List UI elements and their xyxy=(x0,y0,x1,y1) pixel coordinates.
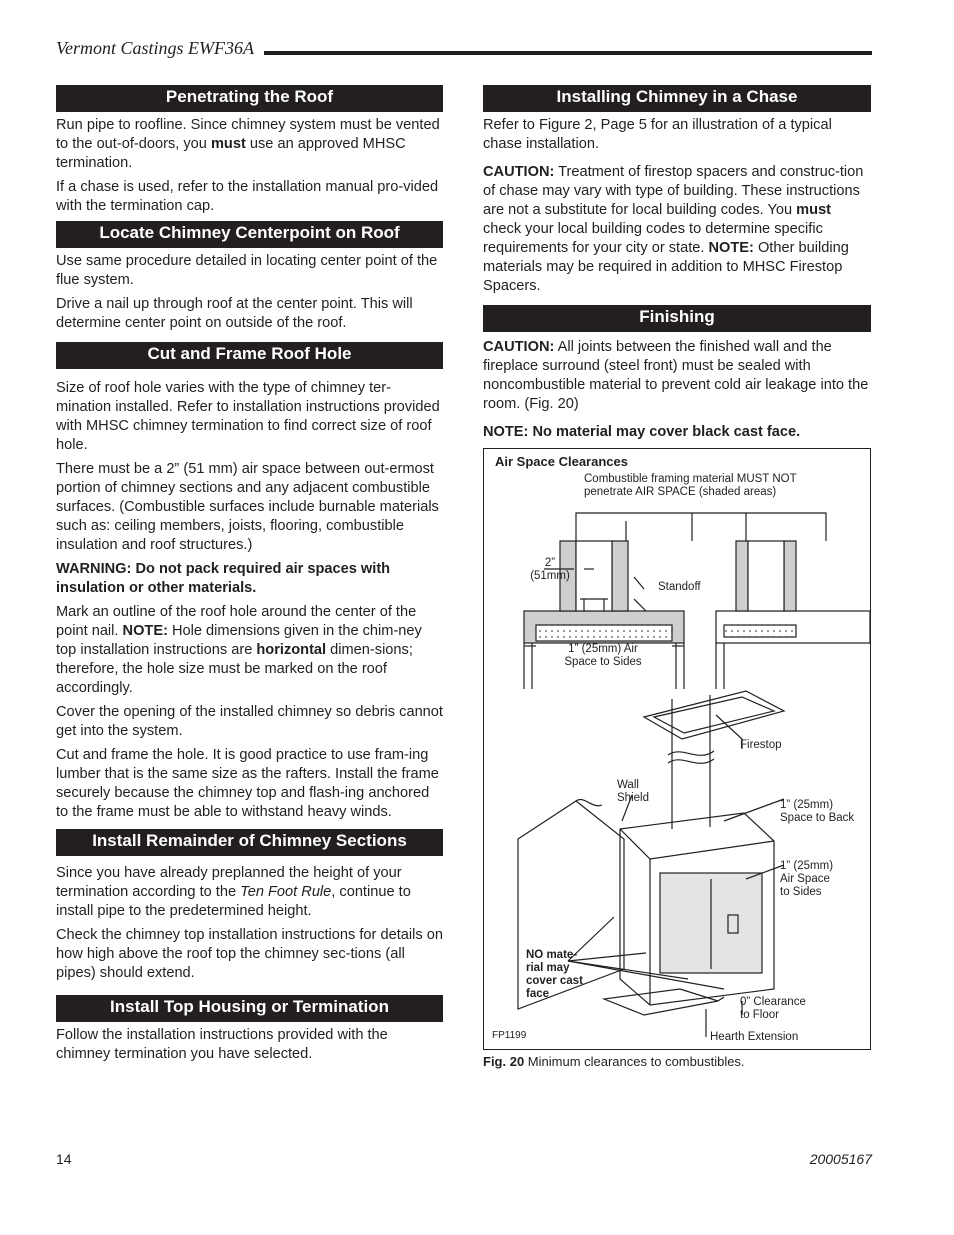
header-rule xyxy=(264,51,872,55)
paragraph: Use same procedure detailed in locating center point of the flue system. xyxy=(56,253,438,288)
section-heading-cut-frame-hole: Cut and Frame Roof Hole xyxy=(56,342,443,369)
paragraph: Cut and frame the hole. It is good practice to use fram-ing lumber that is the same size as the rafters. Install the frame securely because the chimney top and flash-ing anchored to the frame must be able to withstand heavy winds. xyxy=(56,747,439,820)
paragraph: Cover the opening of the installed chimney so debris cannot get into the system. xyxy=(56,704,443,739)
label-two-inch: 2” (51mm) xyxy=(530,557,570,582)
paragraph: Size of roof hole varies with the type of chimney ter-mination installed. Refer to installation instructions provided with MHSC chimney termination to find correct size of roof hole. xyxy=(56,380,440,453)
label-air-space-sides: 1” (25mm) Air Space to Sides xyxy=(564,643,642,668)
paragraph: Check the chimney top installation instructions for details on how high above the roof top the chimney sec-tions (all pipes) should extend. xyxy=(56,927,443,981)
paragraph: If a chase is used, refer to the installation manual pro-vided with the termination cap. xyxy=(56,179,439,214)
section-heading-install-top-housing: Install Top Housing or Termination xyxy=(56,995,443,1022)
label-wall-shield: Wall Shield xyxy=(617,779,649,804)
figure-air-space-clearances xyxy=(483,448,871,1050)
label-air-space-sides-2: 1” (25mm) Air Space to Sides xyxy=(780,860,834,898)
paragraph: Run pipe to roofline. Since chimney system must be vented to the out-of-doors, you must use an approved MHSC termination. xyxy=(56,117,440,171)
section-heading-install-remainder: Install Remainder of Chimney Sections xyxy=(56,829,443,856)
right-column xyxy=(483,85,871,1069)
label-clearance-floor: 0” Clearance to Floor xyxy=(740,996,806,1021)
label-space-back: 1” (25mm) Space to Back xyxy=(780,799,855,824)
paragraph: Refer to Figure 2, Page 5 for an illustration of a typical chase installation. xyxy=(483,117,832,152)
warning-paragraph: WARNING: Do not pack required air spaces with insulation or other materials. xyxy=(56,561,391,596)
section-heading-finishing: Finishing xyxy=(483,305,871,332)
paragraph: Follow the installation instructions provided with the chimney termination you have selected. xyxy=(56,1027,388,1062)
label-firestop: Firestop xyxy=(740,739,782,751)
figure-caption: Fig. 20 Minimum clearances to combustibles. xyxy=(483,1054,745,1069)
header-title: Vermont Castings EWF36A xyxy=(56,38,254,58)
figure-title: Air Space Clearances xyxy=(495,454,628,469)
note-paragraph: NOTE: No material may cover black cast face. xyxy=(483,424,801,440)
page-number: 14 xyxy=(56,1151,72,1167)
document-number: 20005167 xyxy=(809,1151,872,1167)
section-heading-locate-centerpoint: Locate Chimney Centerpoint on Roof xyxy=(56,221,443,248)
figure-note: Combustible framing material MUST NOT penetrate AIR SPACE (shaded areas) xyxy=(584,473,797,498)
label-hearth-extension: Hearth Extension xyxy=(710,1031,799,1043)
paragraph: There must be a 2” (51 mm) air space between out-ermost portion of chimney sections and any adjacent combustible surfaces. (Combustible surfaces include burnable materials such as: ceiling members, joists, flooring, combustible insulation and roof structures.) xyxy=(56,461,439,553)
paragraph: Drive a nail up through roof at the center point. This will determine center point on outside of the roof. xyxy=(56,296,413,331)
label-no-material: NO mate- rial may cover cast face xyxy=(526,949,583,1000)
paragraph: Since you have already preplanned the height of your termination according to the Ten Foot Rule, continue to install pipe to the predetermined height. xyxy=(56,865,411,919)
label-standoff: Standoff xyxy=(658,581,701,593)
section-heading-penetrating-roof: Penetrating the Roof xyxy=(56,85,443,112)
paragraph: Mark an outline of the roof hole around the center of the point nail. NOTE: Hole dimensions given in the chim-ney top installation instructions are horizontal dimen-sions; therefore, the hole size must be marked on the roof accordingly. xyxy=(56,604,422,696)
caution-paragraph: CAUTION: Treatment of firestop spacers and construc-tion of chase may vary with type of building. These instructions are not a substitute for local building codes. You must check your local building codes to determine specific requirements for your city or state. NOTE: Other building materials may be required in addition to MHSC Firestop Spacers. xyxy=(483,164,864,294)
section-heading-chimney-chase: Installing Chimney in a Chase xyxy=(483,85,871,112)
figure-code: FP1199 xyxy=(492,1030,527,1041)
caution-paragraph: CAUTION: All joints between the finished wall and the fireplace surround (steel front) must be sealed with noncombustible material to prevent cold air leakage into the room. (Fig. 20) xyxy=(483,339,869,412)
left-column xyxy=(56,85,443,1069)
